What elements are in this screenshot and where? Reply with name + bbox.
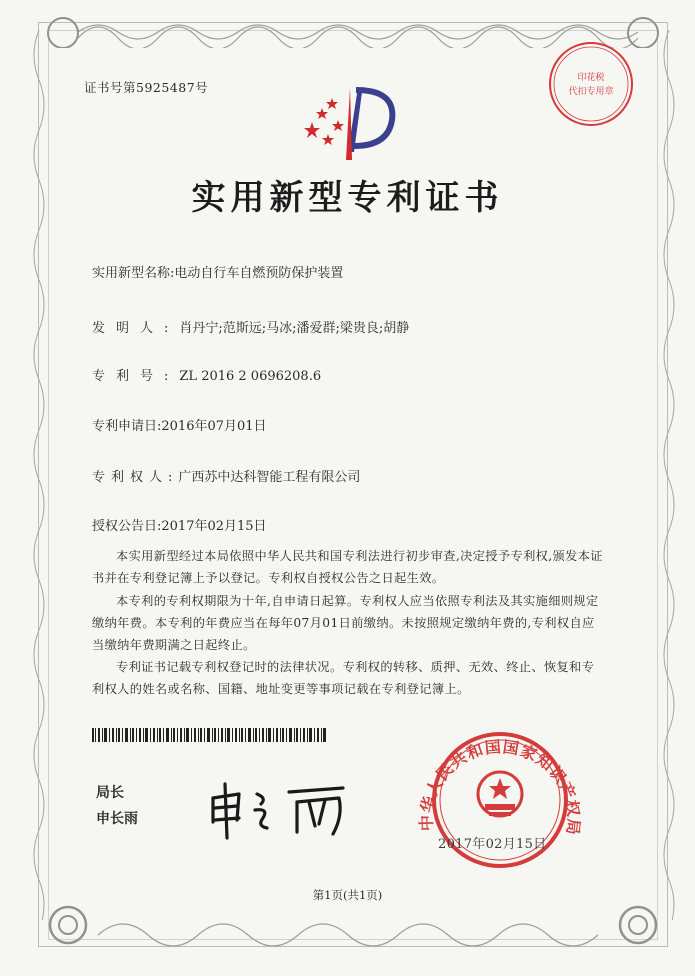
inventor-value: 肖丹宁;范斯远;马冰;潘爱群;梁贵良;胡静 <box>179 321 410 336</box>
seal-date: 2017年02月15日 <box>438 837 547 852</box>
patent-number-value: ZL 2016 2 0696208.6 <box>179 369 322 384</box>
paragraph-term: 本专利的专利权期限为十年,自申请日起算。专利权人应当依照专利法及其实施细则规定缴纳年费。本专利的年费应当在每年07月01日前缴纳。未按照规定缴纳年费的,专利权自应当缴纳年费期满之日起终止。 <box>92 594 599 652</box>
inventor-row <box>92 317 409 336</box>
page-title: 实用新型专利证书 <box>191 178 504 218</box>
filing-date-value: 2016年07月01日 <box>161 419 267 434</box>
signatory-title: 局长 <box>96 785 124 801</box>
patentee-label: 专利权人: <box>92 470 179 485</box>
filing-date-label: 专利申请日: <box>92 419 162 434</box>
svg-text:印花税: 印花税 <box>577 73 605 83</box>
signatory-name: 申长雨 <box>96 811 138 827</box>
grant-date-row <box>92 515 267 534</box>
svg-text:中华人民共和国国家知识产权局: 中华人民共和国国家知识产权局 <box>416 736 584 837</box>
handwritten-signature <box>205 780 355 840</box>
grant-date-value: 2017年02月15日 <box>161 519 267 534</box>
utility-name-label: 实用新型名称: <box>92 266 175 281</box>
patentee-value: 广西苏中达科智能工程有限公司 <box>178 470 361 485</box>
tax-stamp-seal <box>547 40 635 128</box>
inventor-label: 发明人: <box>92 321 180 336</box>
grant-date-label: 授权公告日: <box>92 519 162 534</box>
paragraph-grant: 本实用新型经过本局依照中华人民共和国专利法进行初步审查,决定授予专利权,颁发本证书并在专利登记簿上予以登记。专利权自授权公告之日起生效。 <box>92 549 603 585</box>
page-number: 第1页(共1页) <box>312 888 383 902</box>
utility-name-value: 电动自行车自燃预防保护装置 <box>174 266 344 281</box>
utility-name-row <box>92 262 343 281</box>
certificate-number: 证书号第5925487号 <box>84 80 209 95</box>
filing-date-row <box>92 415 267 434</box>
patent-number-row <box>92 365 321 384</box>
paragraph-status: 专利证书记载专利权登记时的法律状况。专利权的转移、质押、无效、终止、恢复和专利权人的姓名或名称、国籍、地址变更等事项记载在专利登记簿上。 <box>92 660 595 696</box>
sipo-logo <box>300 82 400 172</box>
barcode <box>92 728 327 742</box>
svg-text:代扣专用章: 代扣专用章 <box>568 87 614 97</box>
patentee-row <box>92 466 360 485</box>
patent-number-label: 专利号: <box>92 369 180 384</box>
